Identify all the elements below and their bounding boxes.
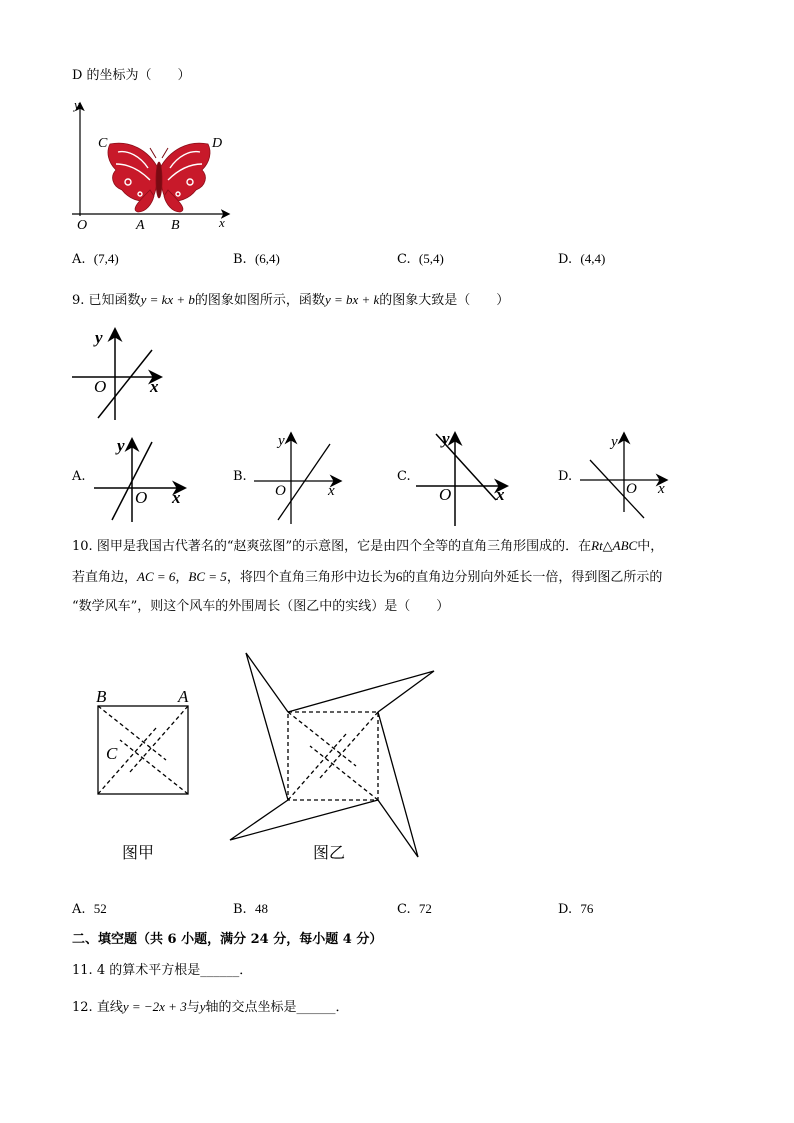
q9-stem: 9. 已知函数y = kx + b的图象如图所示，函数y = bx + k的图象大致是（ ） (72, 292, 510, 308)
svg-text:y: y (611, 434, 618, 450)
q9-option-d[interactable]: D. (558, 469, 573, 484)
q8-stem: D 的坐标为（ ） (72, 68, 191, 83)
q10-option-d[interactable]: D. 76 (558, 901, 594, 917)
fig-jia-b: B (96, 687, 107, 706)
section-title: 二、填空题（共 6 小题，满分 24 分，每小题 4 分） (72, 932, 383, 947)
q9-option-b[interactable]: B. (233, 469, 247, 484)
svg-text:O: O (135, 488, 148, 507)
q8-point-d: D (212, 136, 223, 151)
q8-option-b[interactable]: B. (6,4) (233, 251, 280, 267)
svg-text:x: x (150, 377, 159, 396)
svg-text:x: x (172, 488, 181, 507)
q9-number: 9. (72, 293, 85, 308)
q12: 12. 直线y = −2x + 3与y轴的交点坐标是______． (72, 999, 349, 1015)
svg-text:O: O (626, 481, 637, 497)
q8-point-b: B (171, 218, 180, 233)
q8-point-a: A (136, 218, 145, 233)
svg-text:x: x (658, 481, 665, 497)
q8-option-d[interactable]: D. (4,4) (558, 251, 606, 267)
q9-func2: y = bx + k (324, 292, 380, 307)
q10-line2: 若直角边，AC = 6，BC = 5，将四个直角三角形中边长为6的直角边分别向外延长一倍，得到图乙所示的 (72, 569, 663, 585)
q8-option-a[interactable]: A. (7,4) (72, 251, 119, 267)
q8-y-label: y (74, 97, 80, 112)
svg-text:y: y (95, 328, 103, 347)
svg-text:x: x (328, 483, 335, 499)
svg-text:x: x (496, 485, 505, 504)
svg-text:O: O (439, 485, 452, 504)
q8-x-label: x (219, 215, 225, 230)
q9-option-a[interactable]: A. (72, 469, 86, 484)
q10-option-b[interactable]: B. 48 (233, 901, 268, 917)
svg-text:y: y (117, 436, 125, 455)
q11: 11. 4 的算术平方根是______． (72, 963, 253, 978)
fig-yi-caption: 图乙 (313, 843, 346, 862)
fig-jia-caption: 图甲 (122, 843, 155, 862)
q10-line1: 10. 图甲是我国古代著名的“赵爽弦图”的示意图，它是由四个全等的直角三角形围成的．在Rt△ABC中， (72, 538, 664, 554)
svg-text:y: y (278, 433, 285, 449)
q10-line3: “数学风车”，则这个风车的外围周长（图乙中的实线）是（ ） (72, 599, 450, 614)
fig-jia-a: A (178, 687, 189, 706)
fig-jia-c: C (106, 744, 118, 763)
svg-text:O: O (275, 483, 286, 499)
q10-option-c[interactable]: C. 72 (397, 901, 432, 917)
svg-text:O: O (94, 377, 107, 396)
q8-point-c: C (98, 136, 108, 151)
svg-text:y: y (442, 429, 450, 448)
q8-option-c[interactable]: C. (5,4) (397, 251, 444, 267)
q10-option-a[interactable]: A. 52 (72, 901, 107, 917)
q9-func1: y = kx + b (140, 292, 195, 307)
figure-yi (230, 653, 434, 857)
q9-option-c[interactable]: C. (397, 469, 411, 484)
q8-origin: O (77, 218, 88, 233)
